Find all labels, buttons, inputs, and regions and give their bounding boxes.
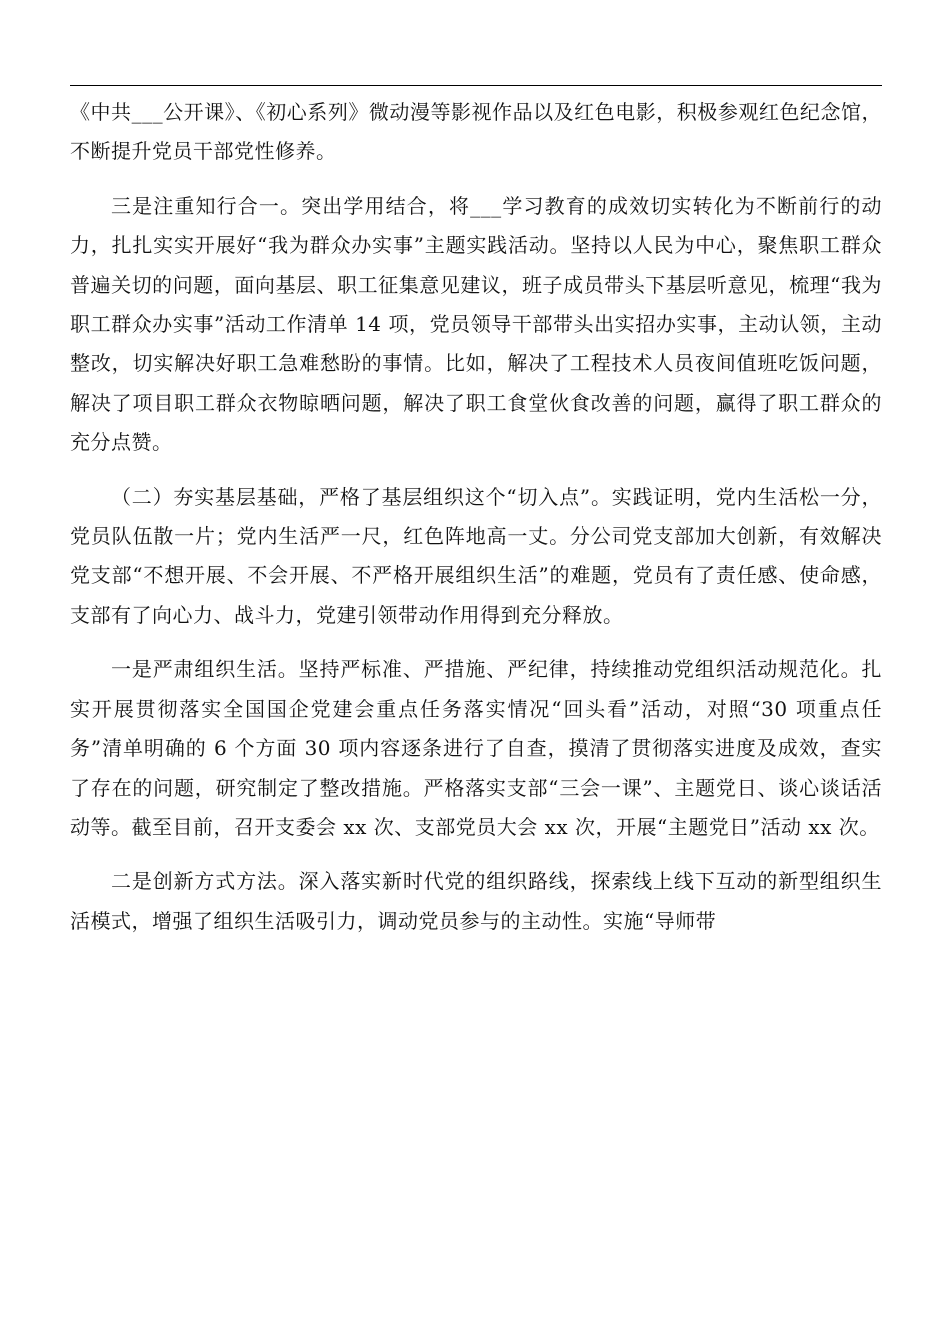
paragraph-4: 一是严肃组织生活。坚持严标准、严措施、严纪律，持续推动党组织活动规范化。扎实开展贯彻落实全国国企党建会重点任务落实情况“回头看”活动，对照“30 项重点任务”清单明确的 6 个方面 30 项内容逐条进行了自查，摸清了贯彻落实进度及成效，查实了存在的问题，研究制定了整改措施。严格落实支部“三会一课”、主题党日、谈心谈话活动等。截至目前，召开支委会 xx 次、支部党员大会 xx 次，开展“主题党日”活动 xx 次。 <box>70 657 882 839</box>
paragraph-5: 二是创新方式方法。深入落实新时代党的组织路线，探索线上线下互动的新型组织生活模式，增强了组织生活吸引力，调动党员参与的主动性。实施“导师带 <box>70 869 882 933</box>
paragraph-3: （二）夯实基层基础，严格了基层组织这个“切入点”。实践证明，党内生活松一分，党员队伍散一片；党内生活严一尺，红色阵地高一丈。分公司党支部加大创新，有效解决党支部“不想开展、不会开展、不严格开展组织生活”的难题，党员有了责任感、使命感，支部有了向心力、战斗力，党建引领带动作用得到充分释放。 <box>70 484 882 627</box>
document-body <box>70 93 882 956</box>
paragraph-2: 三是注重知行合一。突出学用结合，将___学习教育的成效切实转化为不断前行的动力，扎扎实实开展好“我为群众办实事”主题实践活动。坚持以人民为中心，聚焦职工群众普遍关切的问题，面向基层、职工征集意见建议，班子成员带头下基层听意见，梳理“我为职工群众办实事”活动工作清单 14 项，党员领导干部带头出实招办实事，主动认领，主动整改，切实解决好职工急难愁盼的事情。比如，解决了工程技术人员夜间值班吃饭问题，解决了项目职工群众衣物晾晒问题，解决了职工食堂伙食改善的问题，赢得了职工群众的充分点赞。 <box>70 193 882 455</box>
paragraph-1: 《中共___公开课》、《初心系列》微动漫等影视作品以及红色电影，积极参观红色纪念馆，不断提升党员干部党性修养。 <box>70 100 882 164</box>
header-rule <box>70 85 882 86</box>
